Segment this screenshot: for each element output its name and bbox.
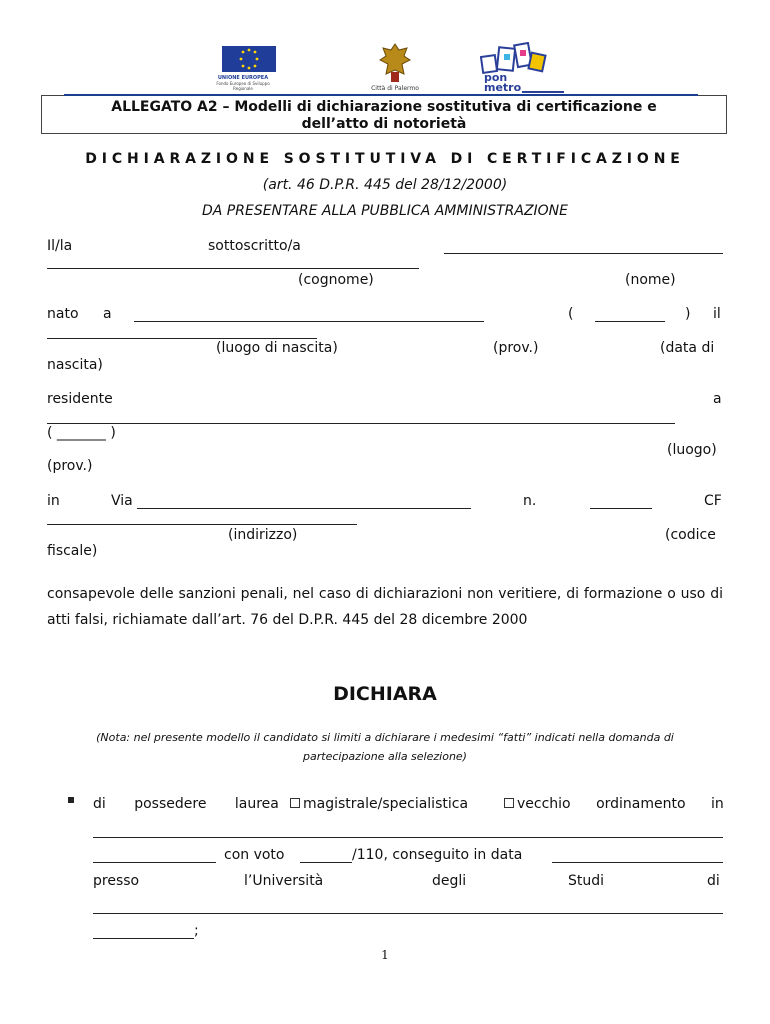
title-box-top-rule [64,94,698,96]
luogo-nascita-field[interactable] [134,321,484,322]
document-recipient: DA PRESENTARE ALLA PUBBLICA AMMINISTRAZIONE [202,203,568,219]
allegato-title-line1: ALLEGATO A2 – Modelli di dichiarazione sostitutiva di certificazione e [111,99,657,115]
label-studi: Studi [568,873,605,889]
label-a: a [103,306,112,322]
pon-metro-label-top: pon [484,71,508,84]
luogo-residenza-field[interactable] [47,423,675,424]
data-conseguimento-field[interactable] [552,862,723,863]
document-heading: DICHIARAZIONE SOSTITUTIVA DI CERTIFICAZIONE [85,151,685,167]
label-luogo-nascita: (luogo di nascita) [216,340,338,356]
pon-metro-label-bottom: metro [484,81,522,94]
magistrale-checkbox[interactable] [290,798,300,808]
eu-logo-label: UNIONE EUROPEA [217,75,269,81]
label-sottoscritto: sottoscritto/a [208,238,301,254]
label-su-110: /110, conseguito in data [352,847,523,863]
eu-logo-sub: Fondo Europeo di Sviluppo Regionale [216,81,270,91]
data-nascita-field[interactable] [47,338,317,339]
laurea-field-cont[interactable] [93,862,216,863]
pon-metro-underline [522,91,564,93]
palermo-logo-label: Città di Palermo [371,85,419,92]
prov-residenza-field[interactable]: ( _______ ) [47,425,116,441]
di-possedere-text: di possedere laurea [93,796,279,812]
label-di: di [707,873,720,889]
universita-field-cont[interactable] [93,938,194,939]
label-indirizzo: (indirizzo) [228,527,298,543]
label-cf: CF [704,493,722,509]
label-in: in [47,493,60,509]
label-nome: (nome) [625,272,676,288]
page-number: 1 [381,948,389,962]
voto-field[interactable] [300,862,352,863]
numero-civico-field[interactable] [590,508,652,509]
label-degli: degli [432,873,467,889]
eagle-crest-icon [378,42,412,84]
bullet-marker [68,797,74,803]
universita-field[interactable] [93,913,723,914]
dichiara-heading: DICHIARA [333,683,437,705]
label-di-possedere [93,796,279,812]
allegato-title-box [41,95,727,134]
label-paren-open: ( [568,306,574,322]
cognome-field[interactable] [47,268,419,269]
label-fiscale: fiscale) [47,543,98,559]
header-logos [0,40,770,98]
nota-line2: partecipazione alla selezione) [303,750,467,763]
eu-flag-icon [222,46,276,72]
label-paren-close: ) [685,306,691,322]
nome-field[interactable] [444,253,723,254]
codice-fiscale-field[interactable] [47,524,357,525]
label-con-voto: con voto [224,847,285,863]
label-n: n. [523,493,537,509]
label-a-residenza: a [713,391,722,407]
label-il: il [713,306,721,322]
eu-logo [208,46,278,91]
palermo-logo [370,42,420,92]
laurea-field[interactable] [93,837,723,838]
label-via: Via [111,493,133,509]
vecchio-ordinamento-label: vecchio ordinamento in [517,796,724,812]
label-presso: presso [93,873,140,889]
nota-line1: (Nota: nel presente modello il candidato si limiti a dichiarare i medesimi “fatti” indicati nella domanda di [96,731,674,744]
allegato-title-line2: dell’atto di notorietà [301,116,467,132]
label-luogo: (luogo) [667,442,717,458]
magistrale-label: magistrale/specialistica [303,796,469,812]
label-prov: (prov.) [493,340,539,356]
label-data-di: (data di [660,340,715,356]
label-residente: residente [47,391,113,407]
option-magistrale[interactable] [288,796,468,812]
label-nascita: nascita) [47,357,103,373]
indirizzo-field[interactable] [137,508,471,509]
label-nato: nato [47,306,79,322]
label-cognome: (cognome) [298,272,374,288]
pon-metro-logo [478,40,568,96]
consapevole-paragraph: consapevole delle sanzioni penali, nel caso di dichiarazioni non veritiere, di formazione o uso di atti falsi, richiamate dall’art. 76 del D.P.R. 445 del 28 dicembre 2000 [47,586,723,628]
vecchio-ordinamento-checkbox[interactable] [504,798,514,808]
option-vecchio-ordinamento[interactable] [502,796,724,812]
label-universita: l’Università [244,873,324,889]
label-semicolon: ; [194,923,199,939]
label-prov-residenza: (prov.) [47,458,93,474]
label-il-la: Il/la [47,238,73,254]
prov-nascita-field[interactable] [595,321,665,322]
label-codice: (codice [665,527,716,543]
document-subheading: (art. 46 D.P.R. 445 del 28/12/2000) [262,177,508,193]
